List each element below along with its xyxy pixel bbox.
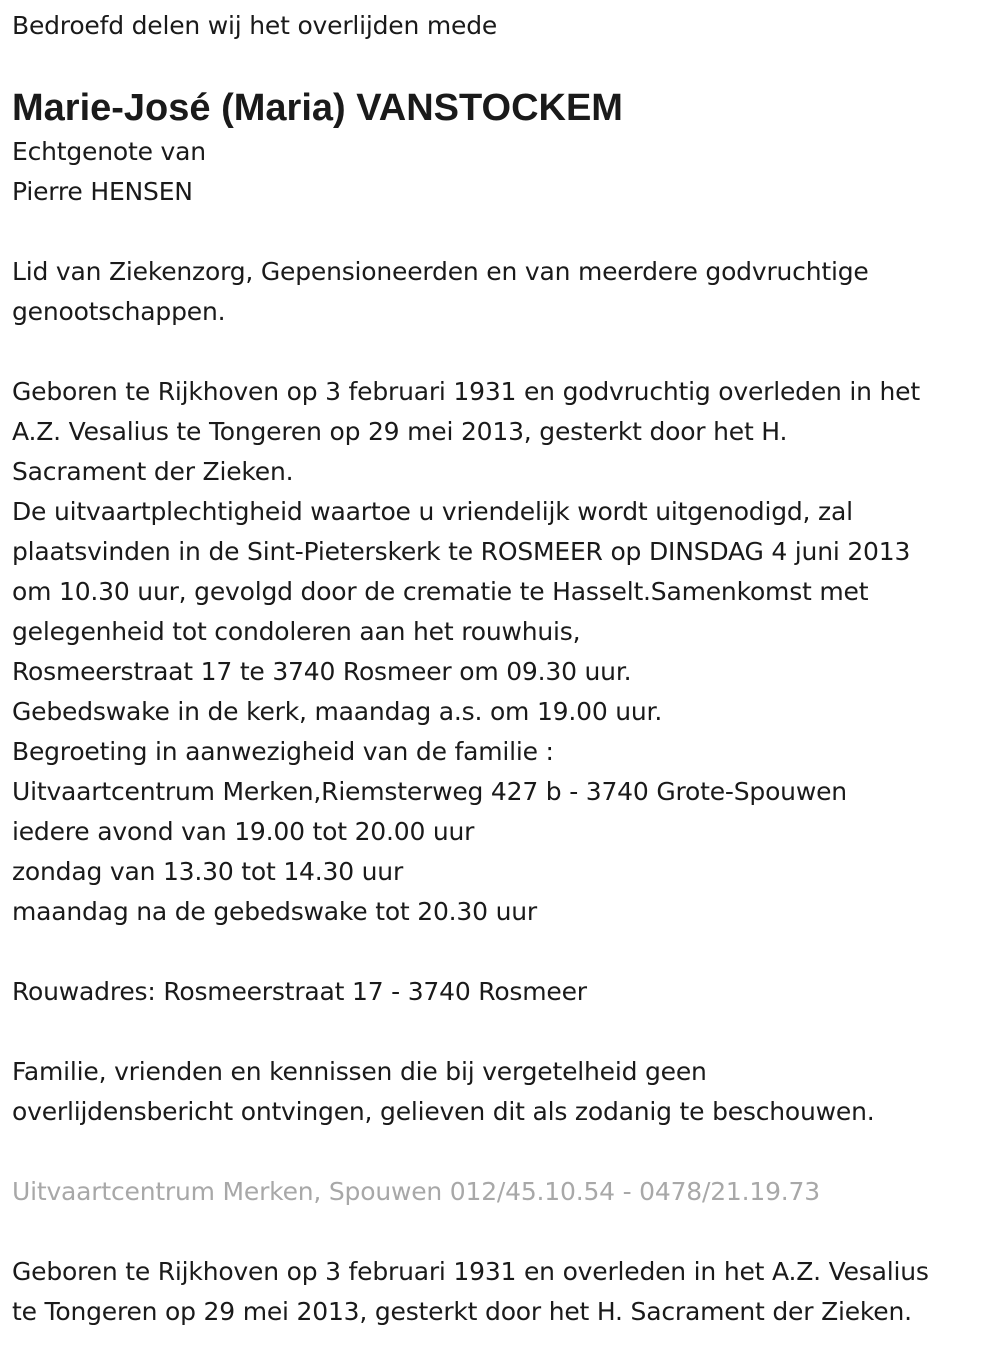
notice-block [12, 1052, 988, 1132]
details-line: Geboren te Rijkhoven op 3 februari 1931 en godvruchtig overleden in het [12, 377, 920, 406]
membership-line: Lid van Ziekenzorg, Gepensioneerden en van meerdere godvruchtige [12, 257, 869, 286]
summary-line: te Tongeren op 29 mei 2013, gesterkt door het H. Sacrament der Zieken. [12, 1297, 912, 1326]
details-line: maandag na de gebedswake tot 20.30 uur [12, 897, 537, 926]
notice-line: overlijdensbericht ontvingen, gelieven dit als zodanig te beschouwen. [12, 1097, 875, 1126]
membership-line: genootschappen. [12, 297, 226, 326]
spacer [12, 1212, 988, 1252]
details-line: A.Z. Vesalius te Tongeren op 29 mei 2013, gesterkt door het H. [12, 417, 788, 446]
details-line: iedere avond van 19.00 tot 20.00 uur [12, 817, 475, 846]
spouse-name: Pierre HENSEN [12, 177, 193, 206]
details-line: Uitvaartcentrum Merken,Riemsterweg 427 b - 3740 Grote-Spouwen [12, 777, 847, 806]
spouse-label: Echtgenote van [12, 137, 206, 166]
summary-line: Geboren te Rijkhoven op 3 februari 1931 en overleden in het A.Z. Vesalius [12, 1257, 929, 1286]
mourning-address: Rouwadres: Rosmeerstraat 17 - 3740 Rosmeer [12, 977, 587, 1006]
deceased-name: Marie-José (Maria) VANSTOCKEM [12, 87, 623, 129]
spacer [12, 212, 988, 252]
details-line: Begroeting in aanwezigheid van de familie : [12, 737, 554, 766]
membership-block [12, 252, 988, 332]
details-line: zondag van 13.30 tot 14.30 uur [12, 857, 404, 886]
details-line: Sacrament der Zieken. [12, 457, 294, 486]
spacer [12, 332, 988, 372]
details-line: plaatsvinden in de Sint-Pieterskerk te ROSMEER op DINSDAG 4 juni 2013 [12, 537, 911, 566]
details-line: Rosmeerstraat 17 te 3740 Rosmeer om 09.30 uur. [12, 657, 632, 686]
funeral-home-contact: Uitvaartcentrum Merken, Spouwen 012/45.10.54 - 0478/21.19.73 [12, 1177, 820, 1206]
details-line: Gebedswake in de kerk, maandag a.s. om 19.00 uur. [12, 697, 663, 726]
details-line: om 10.30 uur, gevolgd door de crematie te Hasselt.Samenkomst met [12, 577, 869, 606]
spacer [12, 1132, 988, 1172]
notice-line: Familie, vrienden en kennissen die bij vergetelheid geen [12, 1057, 707, 1086]
summary-block [12, 1252, 988, 1332]
intro-text: Bedroefd delen wij het overlijden mede [12, 11, 498, 40]
spouse-block [12, 132, 988, 212]
details-line: gelegenheid tot condoleren aan het rouwhuis, [12, 617, 581, 646]
details-block [12, 372, 988, 932]
details-line: De uitvaartplechtigheid waartoe u vriendelijk wordt uitgenodigd, zal [12, 497, 853, 526]
spacer [12, 932, 988, 972]
spacer [12, 1012, 988, 1052]
